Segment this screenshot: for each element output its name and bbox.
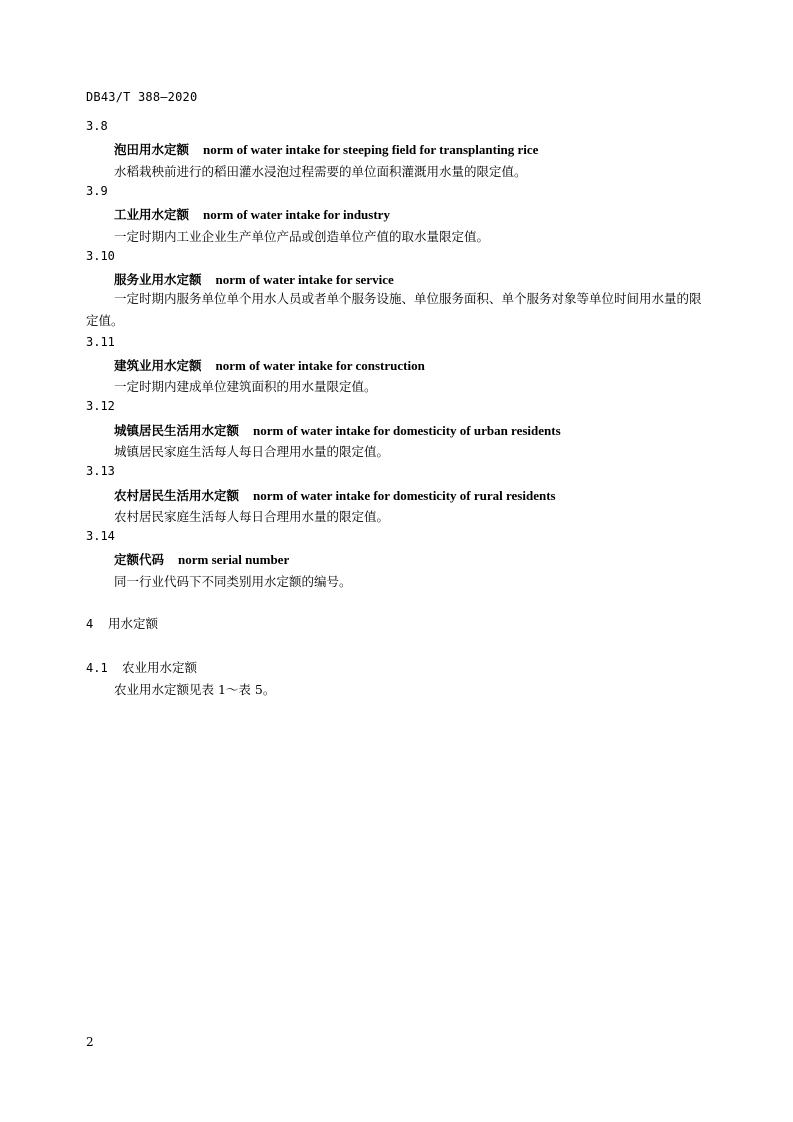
subsection-number: 4.1	[86, 661, 108, 675]
term-number: 3.10	[86, 249, 115, 263]
term-title-en: norm serial number	[178, 552, 290, 567]
term-title-zh: 农村居民生活用水定额	[114, 488, 240, 503]
term-heading	[114, 270, 394, 288]
subsection-title: 农业用水定额	[122, 660, 198, 675]
term-title-zh: 建筑业用水定额	[114, 358, 202, 373]
term-definition: 一定时期内工业企业生产单位产品或创造单位产值的取水量限定值。	[114, 229, 490, 244]
term-title-en: norm of water intake for construction	[215, 358, 425, 373]
term-title-zh: 定额代码	[114, 552, 165, 567]
term-number: 3.11	[86, 335, 115, 349]
term-number: 3.12	[86, 399, 115, 413]
section-heading	[86, 614, 158, 632]
term-heading	[114, 421, 561, 439]
term-title-en: norm of water intake for service	[215, 272, 394, 287]
term-title-zh: 工业用水定额	[114, 207, 190, 222]
term-number: 3.13	[86, 464, 115, 478]
term-number: 3.8	[86, 119, 108, 133]
term-heading	[114, 550, 289, 568]
term-definition: 城镇居民家庭生活每人每日合理用水量的限定值。	[114, 444, 390, 459]
subsection-heading	[86, 658, 197, 676]
subsection-body: 农业用水定额见表 1～表 5。	[114, 682, 276, 697]
term-heading	[114, 140, 538, 158]
term-title-zh: 服务业用水定额	[114, 272, 202, 287]
section-number: 4	[86, 617, 94, 631]
term-title-en: norm of water intake for domesticity of urban residents	[253, 423, 561, 438]
term-heading	[114, 486, 556, 504]
term-heading	[114, 205, 390, 223]
term-title-zh: 城镇居民生活用水定额	[114, 423, 240, 438]
section-title: 用水定额	[108, 616, 159, 631]
term-number: 3.14	[86, 529, 115, 543]
term-definition: 同一行业代码下不同类别用水定额的编号。	[114, 574, 352, 589]
term-title-en: norm of water intake for industry	[203, 207, 390, 222]
term-title-en: norm of water intake for domesticity of rural residents	[253, 488, 556, 503]
term-definition: 一定时期内建成单位建筑面积的用水量限定值。	[114, 379, 377, 394]
document-code-header: DB43/T 388—2020	[86, 90, 198, 104]
term-title-zh: 泡田用水定额	[114, 142, 190, 157]
page-number: 2	[86, 1035, 94, 1049]
term-heading	[114, 356, 425, 374]
term-number: 3.9	[86, 184, 108, 198]
term-title-en: norm of water intake for steeping field for transplanting rice	[203, 142, 539, 157]
term-definition: 水稻栽秧前进行的稻田灌水浸泡过程需要的单位面积灌溉用水量的限定值。	[114, 164, 527, 179]
term-definition: 一定时期内服务单位单个用水人员或者单个服务设施、单位服务面积、单个服务对象等单位时间用水量的限定值。	[86, 291, 702, 328]
term-definition: 农村居民家庭生活每人每日合理用水量的限定值。	[114, 509, 390, 524]
